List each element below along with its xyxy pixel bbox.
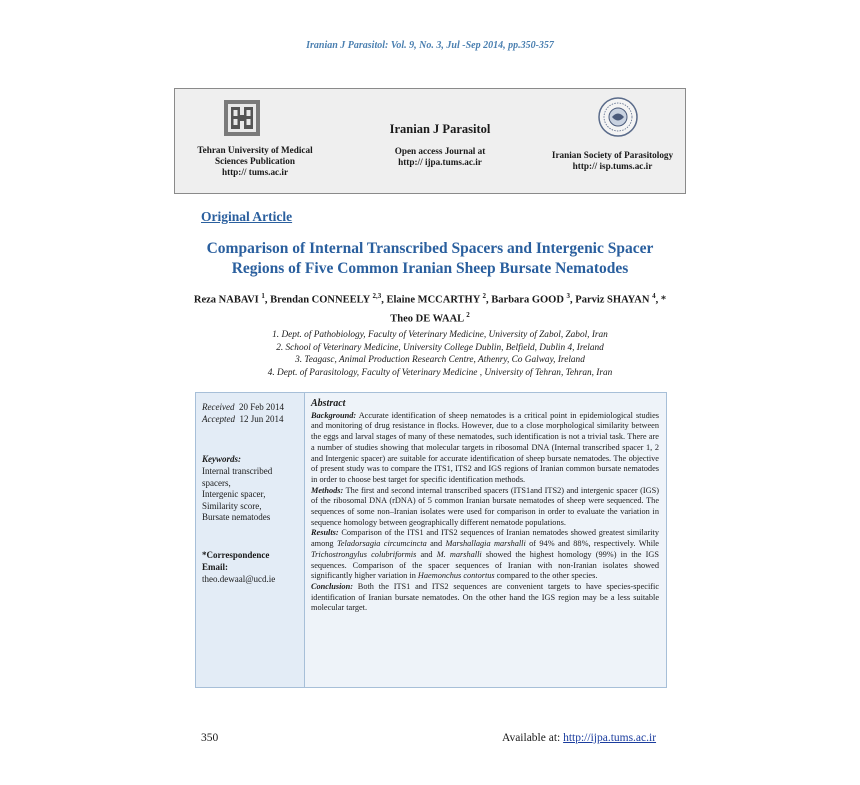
species-name: Trichostrongylus colubriformis <box>311 549 417 559</box>
results-text: and <box>416 549 437 559</box>
journal-name: Iranian J Parasitol <box>389 122 491 136</box>
results-label: Results: <box>311 528 339 538</box>
journal-access-info <box>355 146 525 168</box>
background-text: Accurate identification of sheep nematodes is a critical point in epidemiological studies and monitoring of drug resistance in flocks. However, due to a close morphological similarity between the eggs and larval stages of many of these nematodes, such identification is not a trivial task. There are a number of studies showing that molecular targets in ribosomal DNA (Internal transcribed spacer 1, 2 and Intergenic spacer) are suitable for accurate identification of sheep bursate nematodes. The objective of present study was to compare the ITS1, ITS2 and IGS regions of Iranian common bursate nematodes in order to choose best target for specific identification methods. <box>311 410 659 484</box>
abstract-methods <box>311 486 659 529</box>
affiliation-list <box>200 329 680 379</box>
article-info-sidebar <box>196 393 305 687</box>
title-line2: Regions of Five Common Iranian Sheep Bursate Nematodes <box>231 260 629 277</box>
author-affil: 4 <box>652 292 656 300</box>
results-text: of 94% and 88%, respectively. While <box>525 539 659 549</box>
email-link[interactable]: theo.dewaal@ucd.ie <box>202 574 276 584</box>
open-access-line: Open access Journal at <box>394 146 486 156</box>
received-label: Received <box>202 402 235 412</box>
isp-seal-icon <box>598 97 638 137</box>
accepted-label: Accepted <box>202 414 235 424</box>
affiliation: 2. School of Veterinary Medicine, University College Dublin, Belfield, Dublin 4, Ireland <box>276 342 604 353</box>
conclusion-text: Both the ITS1 and ITS2 sequences are convenient targets to have species-specific identification of Iranian bursate nematodes. On the other hand the IGS region may be a less suitable molecular target. <box>311 581 659 613</box>
isp-info <box>540 150 685 172</box>
availability-note <box>502 732 656 744</box>
tums-url[interactable]: http:// tums.ac.ir <box>221 167 289 177</box>
author-list: Reza NABAVI $^1$, Brendan CONNEELY $^{2,3}$, Elaine MCCARTHY $^2$, Barbara GOOD $^3$, Parviz SHAYAN $^4$, * Theo DE WAAL $^2$ <box>193 292 667 324</box>
author: Barbara GOOD <box>491 294 564 306</box>
methods-label: Methods: <box>311 485 344 495</box>
species-name: Teladorsagia circumcincta <box>336 539 427 549</box>
author: Elaine MCCARTHY <box>386 294 480 306</box>
tums-publisher-info <box>185 145 325 178</box>
author-affil: 1 <box>261 292 265 300</box>
keyword: Bursate nematodes <box>202 512 271 522</box>
author-affil: 3 <box>566 292 571 300</box>
received-info <box>202 402 302 414</box>
keyword: Intergenic spacer, <box>202 489 266 499</box>
isp-line1: Iranian Society of Parasitology <box>551 150 674 160</box>
affiliation: 1. Dept. of Pathobiology, Faculty of Veterinary Medicine, University of Zabol, Zabol, Iran <box>272 330 608 340</box>
author: Reza NABAVI <box>193 294 259 306</box>
conclusion-label: Conclusion: <box>311 581 353 591</box>
abstract-body <box>311 399 659 614</box>
journal-header-box <box>174 88 686 194</box>
abstract-panel <box>305 393 666 687</box>
keyword: spacers, <box>202 477 231 488</box>
author-affil: 2 <box>466 310 470 319</box>
accepted-date: 12 Jun 2014 <box>239 414 284 424</box>
affiliation: 3. Teagasc, Animal Production Research Centre, Athenry, Co Galway, Ireland <box>295 355 585 365</box>
journal-url[interactable]: http:// ijpa.tums.ac.ir <box>398 157 482 167</box>
author: Brendan CONNEELY <box>270 294 370 306</box>
title-line1: Comparison of Internal Transcribed Spacers and Intergenic Spacer <box>206 240 654 257</box>
accepted-info <box>202 414 302 426</box>
species-name: Haemonchus contortus <box>417 571 495 581</box>
results-text: Comparison of the ITS1 and ITS2 sequences of Iranian nematodes showed greatest similarity among <box>311 528 659 549</box>
keywords-list <box>202 466 302 524</box>
keyword: Similarity score, <box>202 500 262 511</box>
tums-logo-icon <box>224 100 260 136</box>
methods-text: The first and second internal transcribed spacers (ITS1and ITS2) and intergenic spacer (IGS) of the ribosomal DNA (rDNA) of 5 common Iranian bursate nematodes of sheep were sequenced. The sequences of some non–Iranian isolates were used for comparison in order to evaluate the variation in sequence homology between geographically different nematode populations. <box>311 485 659 527</box>
page-number: 350 <box>201 732 219 744</box>
abstract-results <box>311 528 659 582</box>
abstract-heading: Abstract <box>311 398 346 409</box>
abstract-box <box>195 392 667 688</box>
abstract-conclusion <box>311 582 659 614</box>
article-type: Original Article <box>201 209 293 224</box>
received-date: 20 Feb 2014 <box>238 402 284 412</box>
results-text: showed the highest homology (99%) in the IGS sequences. Comparison of the spacer sequences of Iranian with non-Iranian isolates showed significantly higher variation in <box>311 549 660 581</box>
journal-citation: Iranian J Parasitol: Vol. 9, No. 3, Jul -Sep 2014, pp.350-357 <box>306 40 554 51</box>
background-label: Background: <box>311 410 357 420</box>
keywords-label: Keywords: <box>202 454 241 464</box>
keyword: Internal transcribed <box>202 466 273 476</box>
species-name: M. marshalli <box>436 549 482 559</box>
isp-url[interactable]: http:// isp.tums.ac.ir <box>572 161 653 171</box>
journal-website-link[interactable]: http://ijpa.tums.ac.ir <box>563 732 657 744</box>
available-label: Available at: <box>502 732 564 744</box>
results-text: and <box>426 539 446 549</box>
tums-line2: Sciences Publication <box>215 156 295 166</box>
author: * Theo DE WAAL <box>390 294 667 324</box>
author-affil: 2 <box>482 292 487 300</box>
abstract-background <box>311 411 659 486</box>
tums-line1: Tehran University of Medical <box>197 145 313 155</box>
email-label: Email: <box>202 562 228 572</box>
article-title <box>180 239 680 279</box>
author: Parviz SHAYAN <box>575 294 650 306</box>
author-affil: 2,3 <box>372 292 382 300</box>
correspondence-label: *Correspondence <box>202 550 270 560</box>
species-name: Marshallagia marshalli <box>445 539 526 549</box>
results-text: compared to the other species. <box>494 571 598 581</box>
affiliation: 4. Dept. of Parasitology, Faculty of Veterinary Medicine , University of Tehran, Tehran, Iran <box>267 367 613 378</box>
